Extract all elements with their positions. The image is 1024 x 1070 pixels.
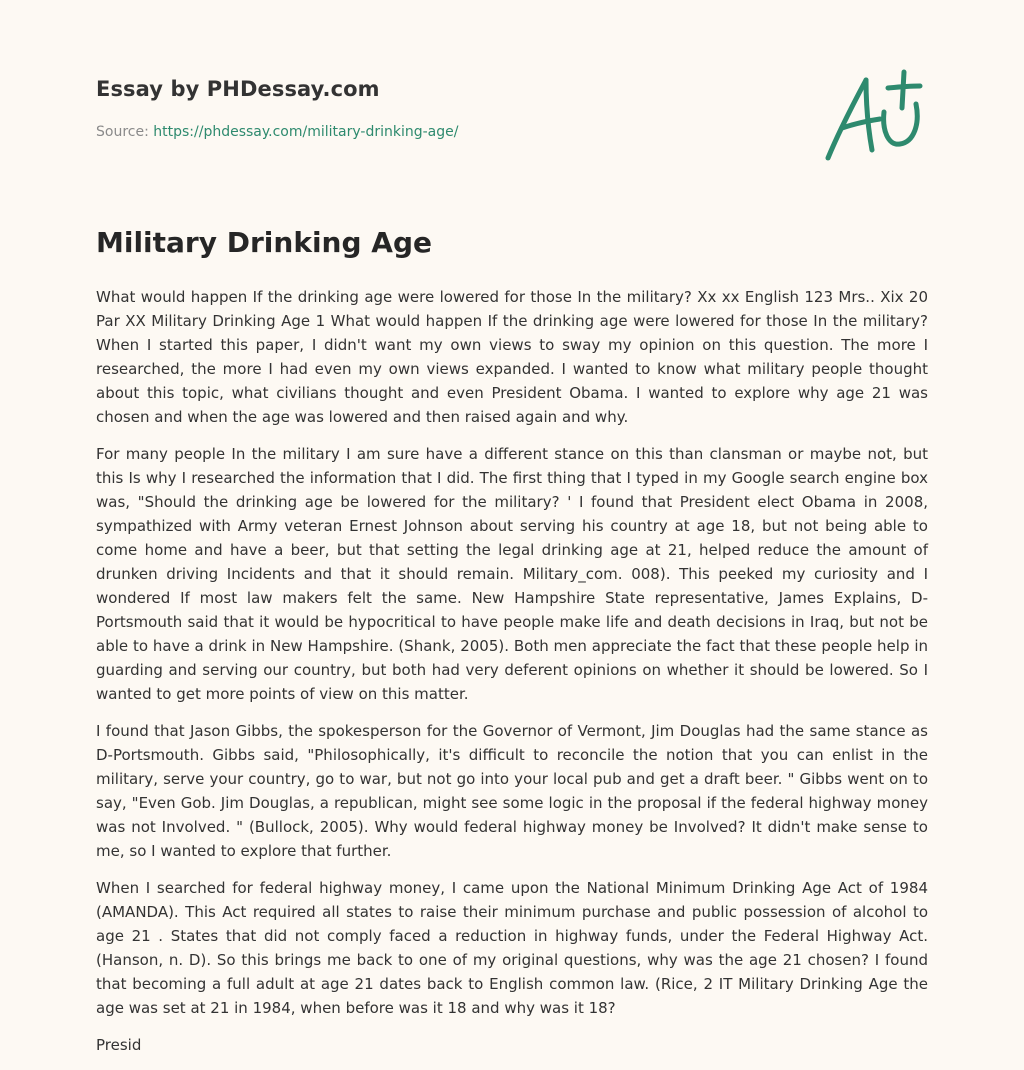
- source-link[interactable]: https://phdessay.com/military-drinking-age/: [153, 124, 459, 140]
- essay-body: [96, 285, 928, 1070]
- source-line: [96, 124, 458, 140]
- a-plus-logo-icon: [822, 68, 926, 164]
- essay-paragraph: For many people In the military I am sure have a different stance on this than clansman or maybe not, but this Is why I researched the information that I did. The first thing that I typed in my Google search engine box was, "Should the drinking age be lowered for the military? ' I found that President elect Obama in 2008, sympathized with Army veteran Ernest Johnson about serving his country at age 18, but not being able to come home and have a beer, but that setting the legal drinking age at 21, helped reduce the amount of drunken driving Incidents and that it should remain. Military_com. 008). This peeked my curiosity and I wondered If most law makers felt the same. New Hampshire State representative, James Explains, D-Portsmouth said that it would be hypocritical to have people make life and death decisions in Iraq, but not be able to have a drink in New Hampshire. (Shank, 2005). Both men appreciate the fact that these people help in guarding and serving our country, but both had very deferent opinions on whether it should be lowered. So I wanted to get more points of view on this matter.: [96, 445, 928, 703]
- site-brand: Essay by PHDessay.com: [96, 77, 380, 101]
- essay-paragraph: I found that Jason Gibbs, the spokesperson for the Governor of Vermont, Jim Douglas had the same stance as D-Portsmouth. Gibbs said, "Philosophically, it's difficult to reconcile the notion that you can enlist in the military, serve your country, go to war, but not go into your local pub and get a draft beer. " Gibbs went on to say, "Even Gob. Jim Douglas, a republican, might see some logic in the proposal if the federal highway money was not Involved. " (Bullock, 2005). Why would federal highway money be Involved? It didn't make sense to me, so I wanted to explore that further.: [96, 722, 928, 860]
- essay-paragraph: When I searched for federal highway money, I came upon the National Minimum Drinking Age Act of 1984 (AMANDA). This Act required all states to raise their minimum purchase and public possession of alcohol to age 21 . States that did not comply faced a reduction in highway funds, under the Federal Highway Act. (Hanson, n. D). So this brings me back to one of my original questions, why was the age 21 chosen? I found that becoming a full adult at age 21 dates back to English common law. (Rice, 2 IT Military Drinking Age the age was set at 21 in 1984, when before was it 18 and why was it 18?: [96, 879, 928, 1017]
- essay-paragraph: What would happen If the drinking age were lowered for those In the military? Xx xx English 123 Mrs.. Xix 20 Par XX Military Drinking Age 1 What would happen If the drinking age were lowered for those In the military? When I started this paper, I didn't want my own views to sway my opinion on this question. The more I researched, the more I had even my own views expanded. I wanted to know what military people thought about this topic, what civilians thought and even President Obama. I wanted to explore why age 21 was chosen and when the age was lowered and then raised again and why.: [96, 288, 928, 426]
- source-label: Source:: [96, 124, 154, 140]
- essay-title: Military Drinking Age: [96, 226, 432, 259]
- essay-paragraph-truncated: Presid: [96, 1036, 142, 1054]
